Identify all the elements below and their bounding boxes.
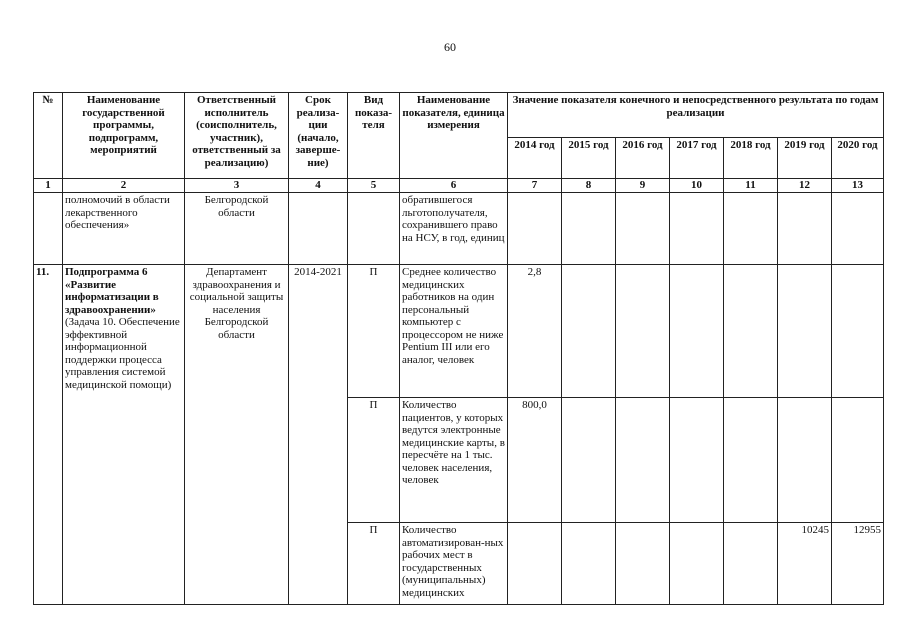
column-number: 5 [348,179,400,193]
value-cell [832,398,884,523]
subprogram-title: Подпрограмма 6 «Развитие информатизации в здравоохранении» [65,266,159,316]
page-number: 60 [444,40,456,54]
header-values-group: Значение показателя конечного и непосредственного результата по годам реализации [508,93,884,138]
column-number: 1 [34,179,63,193]
value-cell: 800,0 [508,398,562,523]
header-year: 2016 год [616,138,670,179]
header-indicator-type: Вид показа-теля [348,93,400,179]
value-cell [616,265,670,398]
value-cell [832,193,884,265]
value-cell [562,398,616,523]
value-cell [724,398,778,523]
row-indicator-name: обратившегося льготополучателя, сохранившего право на НСУ, в год, единиц [400,193,508,265]
row-indicator-name: Среднее количество медицинских работников на один персональный компьютер с процессором не ниже Pentium III или его аналог, человек [400,265,508,398]
row-indicator-type: П [348,265,400,398]
header-year: 2018 год [724,138,778,179]
header-no: № [34,93,63,179]
header-term: Срок реализа-ции (начало, заверше-ние) [289,93,348,179]
value-cell [724,193,778,265]
column-number: 6 [400,179,508,193]
row-name: полномочий в области лекарственного обеспечения» [63,193,185,265]
header-responsible: Ответственный исполнитель (соисполнитель, участник), ответственный за реализацию) [185,93,289,179]
value-cell [778,193,832,265]
row-indicator-name: Количество автоматизирован-ных рабочих мест в государственных (муниципальных) медицинских [400,523,508,605]
row-indicator-type [348,193,400,265]
value-cell [724,265,778,398]
row-indicator-type: П [348,523,400,605]
column-number: 8 [562,179,616,193]
column-number: 4 [289,179,348,193]
header-year: 2014 год [508,138,562,179]
column-number-row [34,179,884,193]
value-cell [670,193,724,265]
subprogram-task: (Задача 10. Обеспечение эффективной информационной поддержки процесса управления системой медицинской помощи) [65,316,180,391]
row-responsible: Департамент здравоохранения и социальной защиты населения Белгородской области [185,265,289,605]
column-number: 7 [508,179,562,193]
value-cell [724,523,778,605]
header-year: 2020 год [832,138,884,179]
column-number: 10 [670,179,724,193]
row-responsible: Белгородской области [185,193,289,265]
column-number: 12 [778,179,832,193]
value-cell [832,265,884,398]
column-number: 13 [832,179,884,193]
header-indicator-name: Наименование показателя, единица измерения [400,93,508,179]
table-row-11-indicator-1 [34,265,884,398]
value-cell [670,398,724,523]
value-cell [670,523,724,605]
value-cell [562,523,616,605]
header-year: 2019 год [778,138,832,179]
header-name: Наименование государственной программы, подпрограмм, мероприятий [63,93,185,179]
row-no [34,193,63,265]
row-indicator-type: П [348,398,400,523]
row-indicator-name: Количество пациентов, у которых ведутся электронные медицинские карты, в пересчёте на 1 тыс. человек населения, человек [400,398,508,523]
row-name [63,265,185,605]
row-term: 2014-2021 [289,265,348,605]
value-cell [508,523,562,605]
header-year: 2015 год [562,138,616,179]
value-cell [616,398,670,523]
value-cell [562,193,616,265]
header-year: 2017 год [670,138,724,179]
value-cell [778,398,832,523]
column-number: 9 [616,179,670,193]
value-cell [778,265,832,398]
row-no: 11. [34,265,63,605]
value-cell [616,523,670,605]
program-table [33,92,884,605]
value-cell: 12955 [832,523,884,605]
column-number: 2 [63,179,185,193]
value-cell: 10245 [778,523,832,605]
column-number: 3 [185,179,289,193]
value-cell [562,265,616,398]
column-number: 11 [724,179,778,193]
table-row-continued [34,193,884,265]
value-cell [508,193,562,265]
header-row [34,93,884,138]
value-cell [670,265,724,398]
value-cell [616,193,670,265]
row-term [289,193,348,265]
value-cell: 2,8 [508,265,562,398]
